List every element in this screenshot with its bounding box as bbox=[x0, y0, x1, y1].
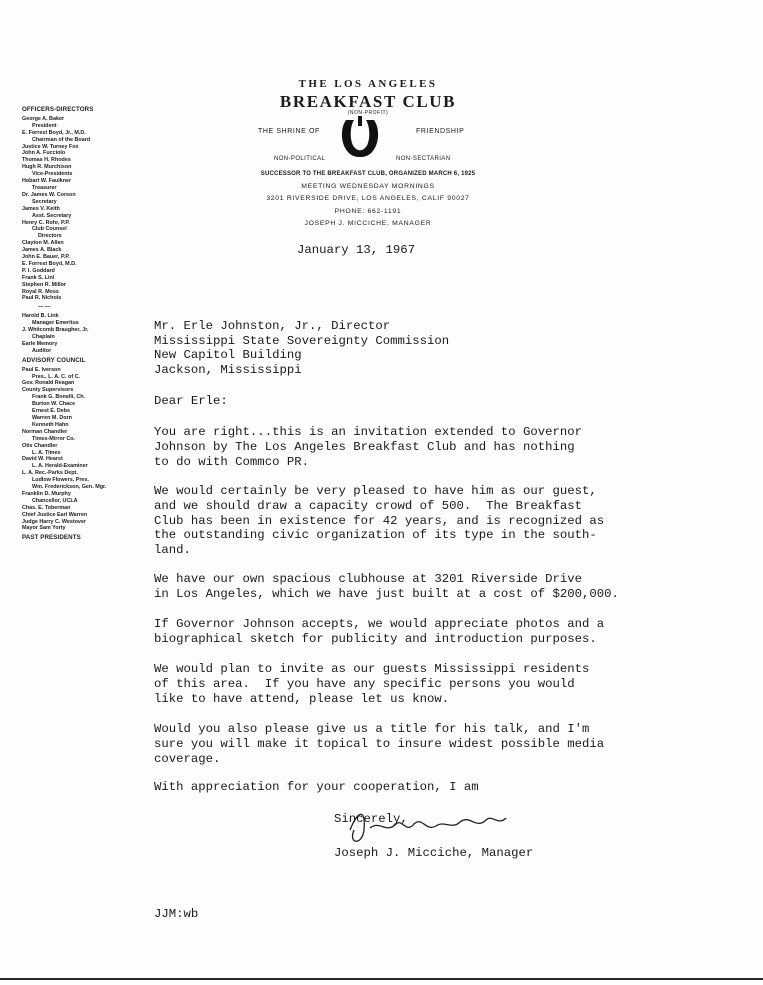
phone-line: PHONE: 662-1191 bbox=[334, 207, 402, 215]
roster-name: John E. Bauer, P.P. bbox=[22, 254, 70, 261]
roster-role: Treasurer bbox=[32, 184, 57, 191]
roster-name: John A. Fucciolo bbox=[22, 150, 66, 157]
divider: — — bbox=[38, 304, 51, 311]
letterhead-club-name: BREAKFAST CLUB bbox=[279, 92, 457, 111]
roster-name: Otis Chandler bbox=[22, 442, 58, 449]
motto-left: THE SHRINE OF bbox=[258, 128, 320, 135]
roster-name: Paul E. Iverson bbox=[22, 366, 61, 373]
roster-name: E. Forrest Boyd, Jr., M.D. bbox=[22, 129, 86, 136]
meeting-line: MEETING WEDNESDAY MORNINGS bbox=[301, 182, 435, 190]
nonprofit-label: (NON-PROFIT) bbox=[347, 110, 389, 116]
recipient-address bbox=[154, 319, 449, 377]
roster-role: Manager Emeritus bbox=[32, 320, 79, 327]
roster-name: David W. Hearst bbox=[22, 456, 63, 463]
roster-name: James V. Keith bbox=[22, 205, 60, 212]
paragraph: Would you also please give us a title for his talk, and I'm sure you will make it topical to insure widest possible media coverage. bbox=[154, 722, 605, 766]
recipient-line: Mississippi State Sovereignty Commission bbox=[154, 333, 450, 348]
paragraph: If Governor Johnson accepts, we would appreciate photos and a biographical sketch for publicity and introduction purposes. bbox=[154, 617, 605, 646]
roster-role: Pres., L. A. C. of C. bbox=[32, 373, 81, 380]
section-heading: Directors bbox=[38, 233, 62, 240]
roster-role: Times-Mirror Co. bbox=[32, 435, 76, 442]
roster-name: Henry C. Rohr, P.P. bbox=[22, 219, 70, 226]
paragraph: We would certainly be very pleased to have him as our guest, and we should draw a capacity crowd of 500. The Breakfast Club has been in existence for 42 years, and is recognized as the outstanding civic organization of its type in the south- land. bbox=[154, 484, 605, 558]
paragraph: We would plan to invite as our guests Mississippi residents of this area. If you have any specific persons you would like to have attend, please let us know. bbox=[154, 662, 590, 706]
recipient-line: Jackson, Mississippi bbox=[154, 362, 302, 377]
roster-name: Earle Memory bbox=[22, 340, 58, 347]
roster-role: Burton W. Chace bbox=[32, 401, 76, 408]
roster-role: Vice-Presidents bbox=[32, 171, 73, 178]
roster-name: Harold B. Link bbox=[22, 313, 59, 320]
roster-role: L. A. Herald-Examiner bbox=[32, 463, 88, 470]
horseshoe-logo-icon bbox=[340, 116, 380, 160]
letter-date: January 13, 1967 bbox=[297, 243, 416, 257]
roster-role: Ernest E. Debs bbox=[32, 408, 71, 415]
roster-name: Judge Harry C. Westover bbox=[22, 518, 87, 525]
roster-role: Asst. Secretary bbox=[32, 212, 72, 219]
bottom-rule bbox=[0, 978, 763, 980]
roster-name: Franklin D. Murphy bbox=[22, 490, 71, 497]
roster-role: Chancellor, UCLA bbox=[32, 497, 78, 504]
roster-role: Wm. Frederickson, Gen. Mgr. bbox=[32, 484, 107, 491]
typist-initials: JJM:wb bbox=[154, 907, 199, 921]
roster-name: Gov. Ronald Reagan bbox=[22, 380, 75, 387]
roster-role: Auditor bbox=[32, 347, 52, 354]
section-heading: ADVISORY COUNCIL bbox=[22, 356, 86, 364]
roster-name: E. Forrest Boyd, M.D. bbox=[22, 260, 77, 267]
paragraph: With appreciation for your cooperation, I am bbox=[154, 780, 479, 794]
section-heading: OFFICERS-DIRECTORS bbox=[22, 106, 94, 113]
non-political-label: NON-POLITICAL bbox=[274, 156, 326, 162]
section-heading: PAST PRESIDENTS bbox=[22, 534, 81, 542]
closing: Sincerely, bbox=[334, 812, 408, 826]
roster-role: Chairman of the Board bbox=[32, 136, 91, 143]
recipient-line: Mr. Erle Johnston, Jr., Director bbox=[154, 319, 391, 333]
letterhead bbox=[228, 78, 508, 231]
letterhead-line1: THE LOS ANGELES bbox=[298, 78, 438, 90]
roster-name: Hobart W. Faulkner bbox=[22, 178, 72, 185]
roster-name: Chas. E. Toberman bbox=[22, 504, 71, 511]
roster-role: Ludlow Flowers, Pres. bbox=[32, 477, 89, 484]
roster-name: County Supervisors bbox=[22, 387, 74, 394]
roster-name: George A. Baker bbox=[22, 115, 65, 122]
roster-name: Dr. James W. Corson bbox=[22, 191, 76, 198]
roster-name: Chief Justice Earl Warren bbox=[22, 511, 88, 518]
roster-name: Thomas H. Rhodes bbox=[22, 157, 71, 164]
roster-role: Frank G. Bonelli, Ch. bbox=[32, 394, 86, 401]
sidebar-roster bbox=[22, 104, 142, 544]
recipient-line: New Capitol Building bbox=[154, 348, 302, 363]
roster-role: President bbox=[32, 122, 57, 129]
roster-name: J. Whitcomb Braugher, Jr. bbox=[22, 327, 89, 334]
roster-role: Kenneth Hahn bbox=[32, 421, 69, 428]
roster-role: Chaplain bbox=[32, 334, 55, 340]
roster-name: Frank S. Linl bbox=[22, 274, 55, 281]
roster-name: Clayton M. Allen bbox=[22, 240, 64, 247]
roster-name: P. I. Goddard bbox=[22, 267, 55, 274]
signer-name: Joseph J. Micciche, Manager bbox=[334, 846, 534, 860]
address-line: 3201 RIVERSIDE DRIVE, LOS ANGELES, CALIF 90027 bbox=[266, 195, 470, 202]
motto-right: FRIENDSHIP bbox=[416, 128, 465, 135]
roster-name: Paul R. Nichols bbox=[22, 295, 62, 302]
roster-role: Club Counsel bbox=[32, 226, 67, 233]
paragraph: We have our own spacious clubhouse at 3201 Riverside Drive in Los Angeles, which we have just built at a cost of $200,000. bbox=[154, 572, 619, 601]
roster-name: L. A. Rec.-Parks Dept. bbox=[22, 470, 78, 477]
roster-name: Mayor Sam Yorty bbox=[22, 525, 66, 532]
successor-line: SUCCESSOR TO THE BREAKFAST CLUB, ORGANIZED MARCH 6, 1925 bbox=[260, 171, 476, 177]
roster-name: Hugh R. Murchison bbox=[22, 164, 72, 171]
paragraph: You are right...this is an invitation extended to Governor Johnson by The Los Angeles Breakfast Club and has nothing to do with Commco PR. bbox=[154, 425, 583, 469]
roster-name: Justice W. Turney Fox bbox=[22, 143, 79, 150]
non-sectarian-label: NON-SECTARIAN bbox=[396, 156, 451, 162]
signature-icon bbox=[340, 800, 530, 850]
roster-name: Norman Chandler bbox=[22, 428, 68, 435]
roster-name: Stephen R. Millor bbox=[22, 281, 67, 288]
roster-role: L. A. Times bbox=[32, 449, 61, 456]
roster-name: Royal R. Moss bbox=[22, 288, 59, 295]
salutation: Dear Erle: bbox=[154, 394, 228, 408]
roster-role: Secretary bbox=[32, 198, 57, 205]
manager-line: JOSEPH J. MICCICHE, MANAGER bbox=[304, 220, 432, 227]
roster-name: James A. Black bbox=[22, 247, 62, 254]
roster-role: Warren M. Dorn bbox=[32, 414, 72, 421]
